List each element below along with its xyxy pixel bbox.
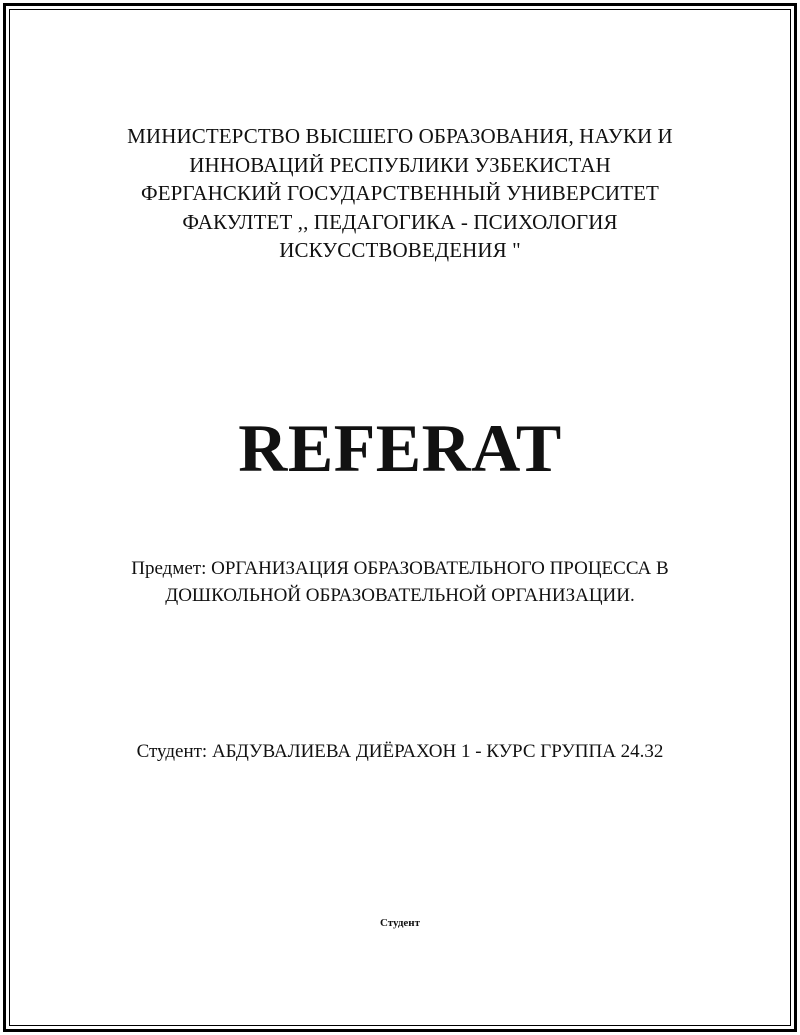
header-line: ФЕРГАНСКИЙ ГОСУДАРСТВЕННЫЙ УНИВЕРСИТЕТ bbox=[141, 181, 659, 205]
student-info: Студент: АБДУВАЛИЕВА ДИЁРАХОН 1 - КУРС ГРУППА 24.32 bbox=[136, 741, 664, 762]
header-line: МИНИСТЕРСТВО ВЫСШЕГО ОБРАЗОВАНИЯ, НАУКИ И bbox=[127, 124, 673, 148]
institution-header bbox=[0, 122, 800, 265]
header-line: ИННОВАЦИЙ РЕСПУБЛИКИ УЗБЕКИСТАН bbox=[189, 152, 611, 177]
header-line: ИСКУССТВОВЕДЕНИЯ " bbox=[279, 238, 521, 262]
subject-line: ДОШКОЛЬНОЙ ОБРАЗОВАТЕЛЬНОЙ ОРГАНИЗАЦИИ. bbox=[165, 585, 635, 606]
header-line: ФАКУЛТЕТ ,, ПЕДАГОГИКА - ПСИХОЛОГИЯ bbox=[182, 209, 618, 234]
footer-label: Студент bbox=[379, 917, 421, 929]
subject-block bbox=[0, 555, 800, 609]
subject-line: Предмет: ОРГАНИЗАЦИЯ ОБРАЗОВАТЕЛЬНОГО ПРОЦЕССА В bbox=[131, 558, 669, 579]
document-title: REFERAT bbox=[238, 410, 562, 486]
